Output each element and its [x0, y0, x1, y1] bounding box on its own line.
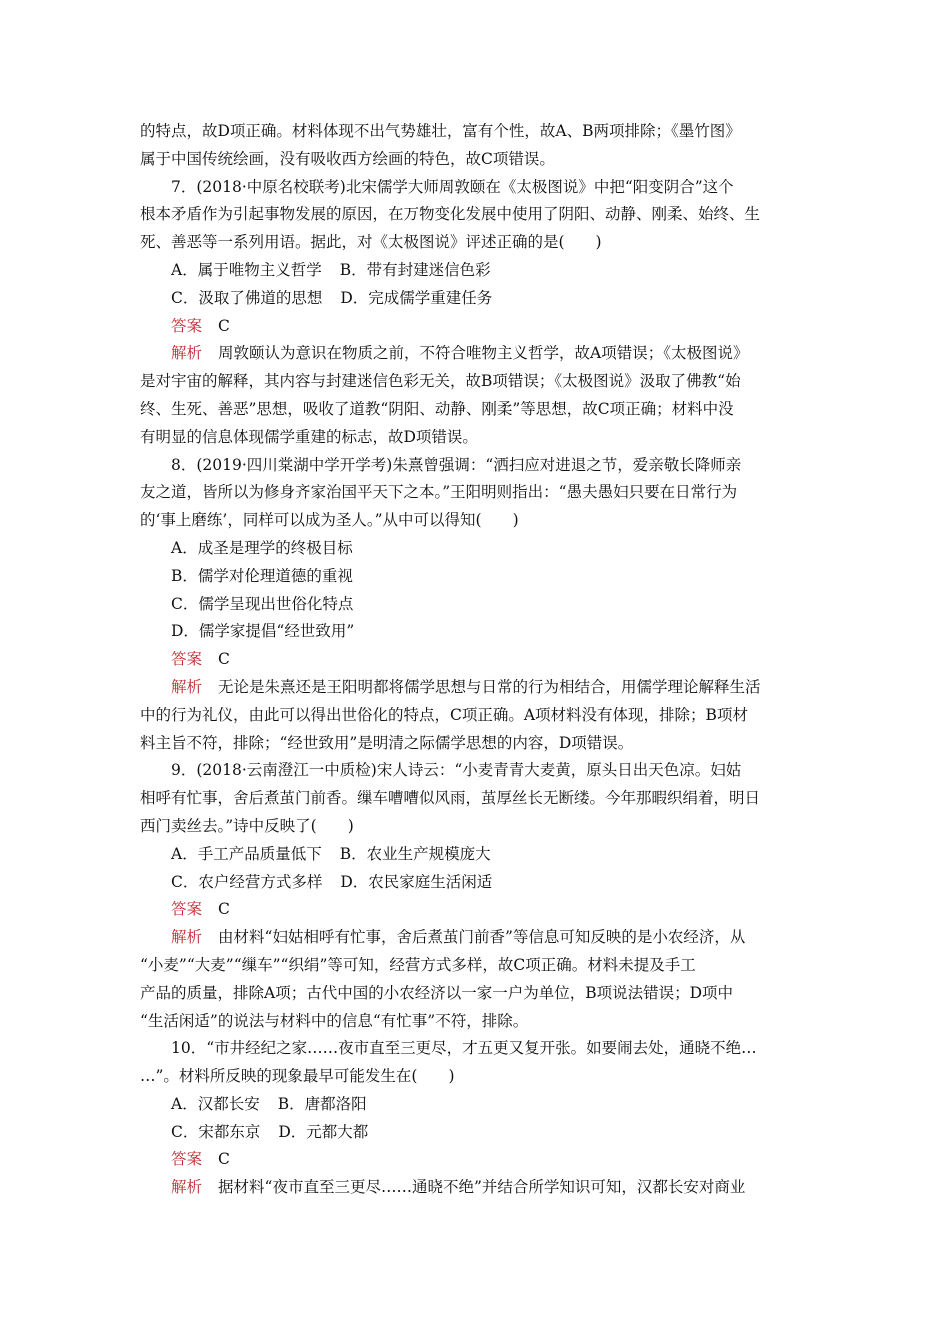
text-line [140, 1035, 810, 1063]
option-text: D．农民家庭生活闲适 [340, 872, 493, 891]
answer-line [140, 646, 810, 674]
line-text: C [218, 316, 230, 335]
text-line [140, 285, 810, 313]
line-text: “小麦”“大麦”“缫车”“织绢”等可知，经营方式多样，故C项正确。材料未提及手工 [140, 955, 696, 974]
text-line [140, 174, 810, 202]
line-text: C．儒学呈现出世俗化特点 [171, 594, 354, 613]
line-text: “生活闲适”的说法与材料中的信息“有忙事”不符，排除。 [140, 1011, 529, 1030]
line-text: 死、善恶等一系列用语。据此，对《太极图说》评述正确的是( ) [140, 233, 602, 252]
answer-label: 答案 [171, 650, 203, 669]
line-text: C [218, 900, 230, 919]
text-line [140, 452, 810, 480]
line-text: A．手工产品质量低下 [171, 844, 322, 863]
option-text: B．唐都洛阳 [277, 1094, 367, 1113]
line-text: 中的行为礼仪，由此可以得出世俗化的特点，C项正确。A项材料没有体现，排除；B项材 [140, 705, 748, 724]
text-line [140, 1063, 810, 1091]
text-line [140, 785, 810, 813]
line-text: 是对宇宙的解释，其内容与封建迷信色彩无关，故B项错误；《太极图说》汲取了佛教“始 [140, 372, 741, 391]
line-text: C．汲取了佛道的思想 [171, 288, 323, 307]
text-line [140, 146, 810, 174]
line-text: B．儒学对伦理道德的重视 [171, 566, 353, 585]
option-text: D．完成儒学重建任务 [340, 288, 493, 307]
text-line [140, 368, 810, 396]
option-text: B．农业生产规模庞大 [339, 844, 491, 863]
line-text: 无论是朱熹还是王阳明都将儒学思想与日常的行为相结合，用儒学理论解释生活 [218, 677, 761, 696]
text-line [140, 1091, 810, 1119]
line-text: 终、生死、善恶”思想，吸收了道教“阴阳、动静、刚柔”等思想，故C项正确；材料中没 [140, 399, 734, 418]
line-text: 料主旨不符，排除；“经世致用”是明清之际儒学思想的内容，D项错误。 [140, 733, 634, 752]
text-line [140, 618, 810, 646]
answer-line [140, 896, 810, 924]
line-text: 根本矛盾作为引起事物发展的原因，在万物变化发展中使用了阴阳、动静、刚柔、始终、生 [140, 205, 761, 224]
line-text: 属于中国传统绘画，没有吸收西方绘画的特色，故C项错误。 [140, 149, 555, 168]
option-text: D．元都大都 [278, 1122, 369, 1141]
line-text: 友之道，皆所以为修身齐家治国平天下之本。”王阳明则指出：“愚夫愚妇只要在日常行为 [140, 483, 738, 502]
text-line [140, 201, 810, 229]
analysis-label: 解析 [171, 1178, 203, 1197]
text-line [140, 869, 810, 897]
line-text: 9．(2018·云南澄江一中质检)宋人诗云：“小麦青青大麦黄，原头日出天色凉。妇姑 [171, 761, 742, 780]
line-text: A．属于唯物主义哲学 [171, 260, 322, 279]
line-text: D．儒学家提倡“经世致用” [171, 622, 355, 641]
text-line [140, 507, 810, 535]
line-text: 据材料“夜市直至三更尽……通晓不绝”并结合所学知识可知，汉都长安对商业 [218, 1178, 746, 1197]
text-line [140, 424, 810, 452]
line-text: C．农户经营方式多样 [171, 872, 323, 891]
analysis-label: 解析 [171, 928, 203, 947]
answer-label: 答案 [171, 1150, 203, 1169]
analysis-label: 解析 [171, 344, 203, 363]
text-line [140, 396, 810, 424]
line-text: 7．(2018·中原名校联考)北宋儒学大师周敦颐在《太极图说》中把“阳变阴合”这个 [171, 177, 734, 196]
text-line [140, 1119, 810, 1147]
analysis-line [140, 674, 810, 702]
text-line [140, 1008, 810, 1036]
text-line [140, 702, 810, 730]
text-line [140, 813, 810, 841]
line-text: 由材料“妇姑相呼有忙事，舍后煮茧门前香”等信息可知反映的是小农经济，从 [218, 928, 746, 947]
analysis-line [140, 1174, 810, 1202]
text-line [140, 757, 810, 785]
text-line [140, 563, 810, 591]
line-text: A．成圣是理学的终极目标 [171, 538, 353, 557]
line-text: 相呼有忙事，舍后煮茧门前香。缫车嘈嘈似风雨，茧厚丝长无断缕。今年那暇织绢着，明日 [140, 789, 761, 808]
document-page [140, 118, 810, 1202]
text-line [140, 841, 810, 869]
line-text: C．宋都东京 [171, 1122, 261, 1141]
line-text: C [218, 1150, 230, 1169]
line-text: 10．“市井经纪之家……夜市直至三更尽，才五更又复开张。如要闹去处，通晓不绝… [171, 1039, 757, 1058]
line-text: 的特点，故D项正确。材料体现不出气势雄壮，富有个性，故A、B两项排除；《墨竹图》 [140, 122, 741, 140]
text-line [140, 118, 810, 146]
answer-label: 答案 [171, 900, 203, 919]
analysis-label: 解析 [171, 677, 203, 696]
text-line [140, 229, 810, 257]
line-text: C [218, 650, 230, 669]
text-line [140, 479, 810, 507]
text-line [140, 980, 810, 1008]
line-text: 有明显的信息体现儒学重建的标志，故D项错误。 [140, 427, 478, 446]
line-text: 周敦颐认为意识在物质之前，不符合唯物主义哲学，故A项错误；《太极图说》 [218, 344, 749, 363]
line-text: 产品的质量，排除A项；古代中国的小农经济以一家一户为单位，B项说法错误；D项中 [140, 983, 734, 1002]
analysis-line [140, 340, 810, 368]
analysis-line [140, 924, 810, 952]
line-text: 8．(2019·四川棠湖中学开学考)朱熹曾强调：“洒扫应对进退之节，爱亲敬长降师亲 [171, 455, 742, 474]
line-text: 西门卖丝去。”诗中反映了( ) [140, 816, 354, 835]
answer-line [140, 1146, 810, 1174]
answer-line [140, 313, 810, 341]
text-line [140, 535, 810, 563]
text-line [140, 591, 810, 619]
line-text: …”。材料所反映的现象最早可能发生在( ) [140, 1067, 455, 1086]
line-text: A．汉都长安 [171, 1094, 260, 1113]
text-line [140, 257, 810, 285]
answer-label: 答案 [171, 316, 203, 335]
option-text: B．带有封建迷信色彩 [339, 260, 491, 279]
text-line [140, 952, 810, 980]
line-text: 的‘事上磨练’，同样可以成为圣人。”从中可以得知( ) [140, 511, 519, 530]
text-line [140, 730, 810, 758]
